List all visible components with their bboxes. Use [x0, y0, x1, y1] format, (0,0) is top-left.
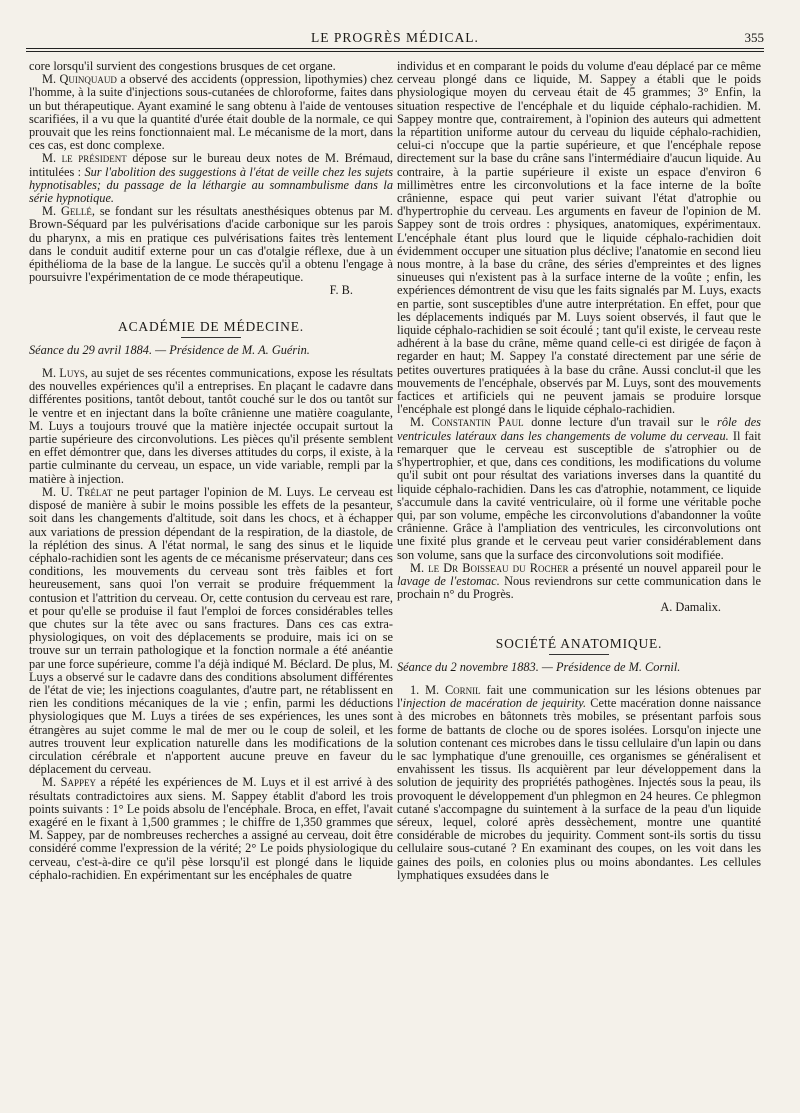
speaker-name: M. le président [42, 151, 127, 166]
paragraph: M. Constantin Paul donne lecture d'un travail sur le rôle des ventricules latéraux dans les changements de volume du cerveau. Il fait remarquer que le cerveau est susceptible de s'atrophier ou de s'hypertrophier, et que, dans ces conditions, les modifications du volume qu'il subit ont pour résultat des variations inverses dans la quantité du liquide céphalo-rachidien. Dans les cas d'atrophie, notamment, ce liquide s'accumule dans la cavité ventriculaire, où il forme une véritable poche qui, par son volume, empêche les circonvolutions d'abandonner la voûte crânienne. Grâce à l'ampliation des ventricules, les circonvolutions ont une fixité plus grande et le cerveau peut varier considérablement dans son volume, sans que la surface des circonvolutions soit modifiée. [397, 415, 761, 562]
speaker-name: M. Gellé [42, 204, 92, 219]
running-title: LE PROGRÈS MÉDICAL. [311, 30, 479, 45]
section-rule [181, 337, 241, 338]
paragraph: 1. M. Cornil fait une communication sur les lésions obtenues par l'injection de macération de jequirity. Cette macération donne naissance à des microbes en bâtonnets très mobiles, se présentant parfois sous forme de battants de cloche ou de spores isolées. Lorsqu'on injecte une solution contenant ces microbes dans le tissu cellulaire d'un lapin ou dans le sac lymphatique d'une grenouille, ces organismes se généralisent et envahissent les tissus. Ils acquièrent par leur développement dans la solution de jequirity des propriétés pathogènes. Injectés sous la peau, ils provoquent le développement d'un phlegmon en 24 heures. Ce phlegmon cutané s'accompagne du suintement à la surface de la peau d'un liquide séreux, lequel, coloré après dessèchement, montre une quantité considérable de microbes du jequirity. Comment sont-ils sortis du tissu cellulaire sous-cutané ? En examinant des coupes, on les voit dans les gaines des poils, en colonies plus ou moins abondantes. Les cellules lymphatiques exsudées dans le [397, 682, 761, 882]
signature: A. Damalix. [660, 600, 721, 615]
right-column [397, 60, 761, 882]
left-column [29, 60, 393, 882]
speaker-name: M. U. Trélat [42, 484, 113, 499]
session-line: Séance du 2 novembre 1883. — Présidence de M. Cornil. [397, 659, 681, 674]
speaker-name: M. le Dr Boisseau du Rocher [410, 560, 569, 575]
speaker-name: M. Sappey [42, 775, 96, 790]
signature: F. B. [329, 283, 353, 298]
session-line: Séance du 29 avril 1884. — Présidence de M. A. Guérin. [29, 342, 310, 357]
speaker-name: M. Luys [42, 366, 85, 381]
paragraph: M. Luys, au sujet de ses récentes communications, expose les résultats des nouvelles expériences qu'il a entreprises. En plaçant le cadavre dans différentes positions, tantôt debout, tantôt couché sur le dos ou tantôt sur le ventre et en injectant dans la boîte crânienne une matière coagulante, M. Luys a toujours trouvé que la matière injectée occupait surtout la partie supérieure des circonvolutions. Les pièces qu'il présente semblent en effet démontrer que, dans les diverses attitudes du corps, il existe, à la partie culminante du cerveau, un espace, un vide variable, rempli par la matière à injection. [29, 366, 393, 486]
paragraph: individus et en comparant le poids du volume d'eau déplacé par ce même cerveau plongé dans ce liquide, M. Sappey a établi que le poids physiologique moyen du cerveau était de 45 grammes; 3° Enfin, la situation respective de l'encéphale et du liquide céphalo-rachidien. M. Sappey montre que, contrairement, à l'opinion des auteurs qui admettent la répartition uniforme autour du cerveau du liquide céphalo-rachidien, celui-ci n'occupe que la partie supérieure, et que l'encéphale repose directement sur la base du crâne sans l'intermédiaire d'aucun liquide. Au contraire, à la partie supérieure il existe un espace d'environ 6 millimètres entre les circonvolutions et la face interne de la boîte crânienne, espace qui peut varier suivant l'état d'atrophie ou d'hypertrophie du cerveau. Les arguments en faveur de l'opinion de M. Sappey sont de trois ordres : physiques, anatomiques, expérimentaux. L'encéphale étant plus lourd que le liquide céphalo-rachidien doit évidemment occuper une situation plus déclive; l'anatomie en second lieu nous montre, à la base du crâne, des séries d'empreintes et des lignes sinueuses qui n'existent pas à la surface interne de la voûte ; enfin, les expériences démontrent de visu que les faits signalés par M. Luys, exacts en partie, sont susceptibles d'une autre interprétation. En effet, pour que les déplacements indiqués par M. Luys soient observés, il faut que le liquide céphalo-rachidien se soit écoulé ; tant qu'il existe, le cerveau reste adhérent à la base du crâne, même quand celle-ci est dirigée de façon à regarder en haut; M. Sappey l'a constaté directement par une série de petites ouvertures pratiquées à la base du crâne. Aussi conclut-il que les mouvements de l'encéphale, observés par M. Luys, sont des mouvements factices et artificiels qui ne peuvent jamais se produire lorsque l'encéphale est plongé dans le liquide céphalo-rachidien. [397, 59, 761, 417]
section-title: ACADÉMIE DE MÉDECINE. [118, 318, 304, 334]
speaker-name: M. Quinquaud [42, 72, 117, 87]
header-rule [26, 48, 764, 49]
paragraph: M. U. Trélat ne peut partager l'opinion de M. Luys. Le cerveau est disposé de manière à subir le moins possible les effets de la pesanteur, soit dans les changements d'altitude, soit dans les chocs, et à échapper aux variations de pression dépendant de la respiration, de la diastole, de la réplétion des sinus. A l'état normal, le sang des sinus et le liquide céphalo-rachidien sont les agents de ce mécanisme préservateur; dans ces conditions, les mouvements du cerveau sont très faibles et fort heureusement, sans quoi l'on verrait se produire fréquemment la contusion et l'attrition du cerveau. Or, cette contusion du cerveau est rare, et pour qu'elle se produise il faut l'emploi de forces considérables telles que chutes sur la tête avec ou sans fractures. Dans ces cas extra-physiologiques, on voit des déplacements se produire, mais ici on se trouve sur un terrain pathologique et la fonction normale a été anéantie par une force supérieure, comme l'a déjà indiqué M. Béclard. De plus, M. Luys a observé sur le cadavre dans des conditions absolument différentes de l'état de vie; les injections coagulantes, d'autre part, ne rétablissent en rien les conditions mécaniques de la vie ; enfin, parmi les déductions physiologiques que M. Luys a tirées de ses expériences, les unes sont étrangères au sujet comme le mal de mer ou le coup de soleil, et les autres trouvent leur explication naturelle dans les modifications de la circulation cérébrale et n'apportent aucune preuve en faveur du déplacement du cerveau. [29, 484, 393, 777]
paragraph: M. le Dr Boisseau du Rocher a présenté un nouvel appareil pour le lavage de l'estomac. Nous reviendrons sur cette communication dans le prochain n° du Progrès. [397, 560, 761, 602]
paragraph: core lorsqu'il survient des congestions brusques de cet organe. [29, 59, 336, 73]
paragraph: M. Quinquaud a observé des accidents (oppression, lipothymies) chez l'homme, à la suite d'injections sous-cutanées de chloroforme, faites dans un but thérapeutique. Ayant examiné le sang obtenu à l'aide de ventouses scarifiées, il a vu que la quantité d'urée était double de la normale, ce qui prouvait que les reins fonctionnaient mal. Le mécanisme de la mort, dans ces cas, est donc complexe. [29, 72, 393, 153]
paragraph: M. Gellé, se fondant sur les résultats anesthésiques obtenus par M. Brown-Séquard par les pulvérisations d'acide carbonique sur les parois du pharynx, a mis en pratique ces pulvérisations faites très lentement dans le conduit auditif externe pour un cas d'otalgie réflexe, due à un épithélioma de la base de la langue. Le succès qu'il a obtenu l'engage à poursuivre l'expérimentation de ce mode thérapeutique. [29, 204, 393, 285]
paragraph: M. le président dépose sur le bureau deux notes de M. Brémaud, intitulées : Sur l'abolition des suggestions à l'état de veille chez les sujets hypnotisables; du passage de la léthargie au somnambulisme dans la série hypnotique. [29, 151, 394, 206]
section-rule [549, 654, 609, 655]
speaker-name: M. Constantin Paul [410, 415, 524, 430]
page-number: 355 [744, 30, 764, 45]
speaker-name: 1. M. Cornil [410, 682, 481, 697]
section-title: SOCIÉTÉ ANATOMIQUE. [495, 635, 663, 651]
paragraph: M. Sappey a répété les expériences de M. Luys et il est arrivé à des résultats contradictoires aux siens. M. Sappey établit d'abord les trois points suivants : 1° Le poids absolu de l'encéphale. Broca, en effet, l'avait exagéré en le fixant à 1,500 grammes ; le chiffre de 1,350 grammes que M. Sappey, par de nombreuses recherches a assigné au cerveau, doit être considéré comme l'expression de la vérité; 2° Le poids physiologique du cerveau, c'est-à-dire ce qu'il pèse lorsqu'il est plongé dans le liquide céphalo-rachidien. En expérimentant sur les encéphales de quatre [29, 775, 393, 882]
header-rule-thin [26, 51, 764, 52]
